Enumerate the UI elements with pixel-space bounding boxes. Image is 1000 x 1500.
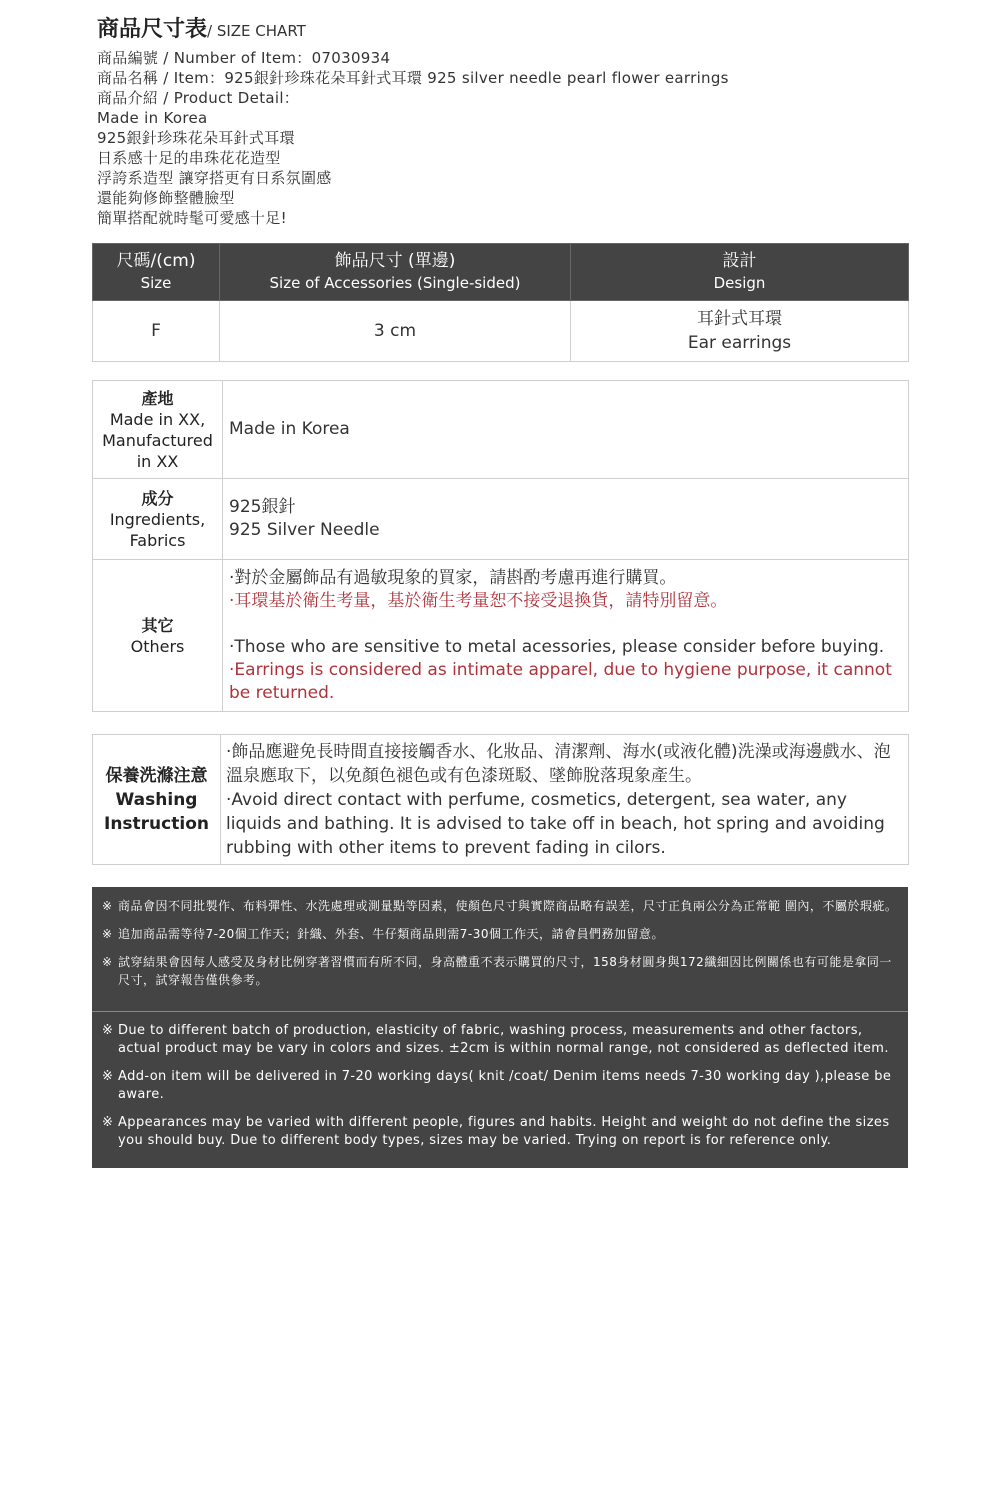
note-item: ※ Appearances may be varied with different people, figures and habits. Height and weight do not define the sizes you should buy. Due to different body types, sizes may be varied. Trying on report is for reference only.	[102, 1115, 890, 1148]
notes-en	[92, 1012, 908, 1168]
washing-label: 保養洗滌注意 Washing Instruction	[93, 735, 221, 865]
notes-panel	[92, 887, 908, 1168]
cell-accessory-size: 3 cm	[220, 301, 571, 362]
size-table-header-row	[93, 244, 909, 301]
note-item: ※ 試穿結果會因每人感受及身材比例穿著習慣而有所不同，身高體重不表示購買的尺寸，158身材圓身與172纖細因比例關係也有可能是拿同一尺寸，試穿報告僅供參考。	[102, 955, 892, 987]
note-item: ※ Due to different batch of production, elasticity of fabric, washing process, measurements and other factors, actual product may be vary in colors and sizes. ±2cm is within normal range, not considered as deflected item.	[102, 1023, 889, 1056]
info-item-name: 商品名稱 / Item：925銀針珍珠花朵耳針式耳環 925 silver needle pearl flower earrings	[97, 69, 729, 87]
others-line: ‧Those who are sensitive to metal acessories, please consider before buying.	[229, 636, 885, 657]
note-item: ※ Add-on item will be delivered in 7-20 working days( knit /coat/ Denim items needs 7-30 working day ),please be aware.	[102, 1069, 892, 1102]
note-item: ※ 商品會因不同批製作、布料彈性、水洗處理或測量點等因素，使顏色尺寸與實際商品略有誤差，尺寸正負兩公分為正常範 圍內，不屬於瑕疵。	[102, 899, 898, 913]
washing-value	[221, 735, 909, 865]
washing-text-en: ‧Avoid direct contact with perfume, cosmetics, detergent, sea water, any liquids and bathing. It is advised to take off in beach, hot spring and avoiding rubbing with other items to prevent fading in cilors.	[226, 789, 885, 858]
info-item-number: 商品編號 / Number of Item：07030934	[97, 49, 391, 67]
info-detail-line: 簡單搭配就時髦可愛感十足!	[97, 209, 287, 227]
washing-table	[92, 734, 909, 865]
header-design: 設計 Design	[571, 244, 909, 301]
product-info	[97, 48, 729, 228]
others-value	[223, 560, 909, 712]
info-detail-line: 925銀針珍珠花朵耳針式耳環	[97, 129, 295, 147]
table-row	[93, 301, 909, 362]
info-detail-line: 還能夠修飾整體臉型	[97, 189, 235, 207]
ingredients-label: 成分 Ingredients, Fabrics	[93, 479, 223, 560]
table-row	[93, 735, 909, 865]
others-label: 其它 Others	[93, 560, 223, 712]
origin-label: 產地 Made in XX, Manufactured in XX	[93, 381, 223, 479]
notes-zh	[92, 887, 908, 1012]
ingredients-value: 925銀針 925 Silver Needle	[223, 479, 909, 560]
table-row	[93, 381, 909, 479]
header-size: 尺碼/(cm) Size	[93, 244, 220, 301]
others-line-warning: ‧耳環基於衛生考量，基於衛生考量恕不接受退換貨，請特別留意。	[229, 590, 728, 611]
info-detail-line: 日系感十足的串珠花花造型	[97, 149, 281, 167]
cell-design: 耳針式耳環 Ear earrings	[571, 301, 909, 362]
table-row	[93, 479, 909, 560]
page-heading	[97, 12, 306, 43]
heading-zh: 商品尺寸表	[97, 17, 208, 42]
origin-value: Made in Korea	[223, 381, 909, 479]
others-line: ‧對於金屬飾品有過敏現象的買家，請斟酌考慮再進行購買。	[229, 567, 677, 588]
washing-text-zh: ‧飾品應避免長時間直接接觸香水、化妝品、清潔劑、海水(或液化體)洗澡或海邊戲水、泡溫泉應取下，以免顏色褪色或有色漆斑駁、墜飾脫落現象產生。	[226, 741, 891, 786]
info-detail-line: Made in Korea	[97, 109, 208, 127]
cell-size: F	[93, 301, 220, 362]
note-item: ※ 追加商品需等待7-20個工作天；針織、外套、牛仔類商品則需7-30個工作天，請會員們務加留意。	[102, 927, 664, 941]
detail-table	[92, 380, 909, 712]
others-line-warning: ‧Earrings is considered as intimate apparel, due to hygiene purpose, it cannot be returned.	[229, 659, 892, 703]
heading-en: / SIZE CHART	[207, 22, 306, 40]
info-detail-line: 浮誇系造型 讓穿搭更有日系氛圍感	[97, 169, 332, 187]
header-accessory-size: 飾品尺寸 (單邊) Size of Accessories (Single-sided)	[220, 244, 571, 301]
info-product-detail-label: 商品介紹 / Product Detail：	[97, 89, 300, 107]
size-table	[92, 243, 909, 362]
table-row	[93, 560, 909, 712]
